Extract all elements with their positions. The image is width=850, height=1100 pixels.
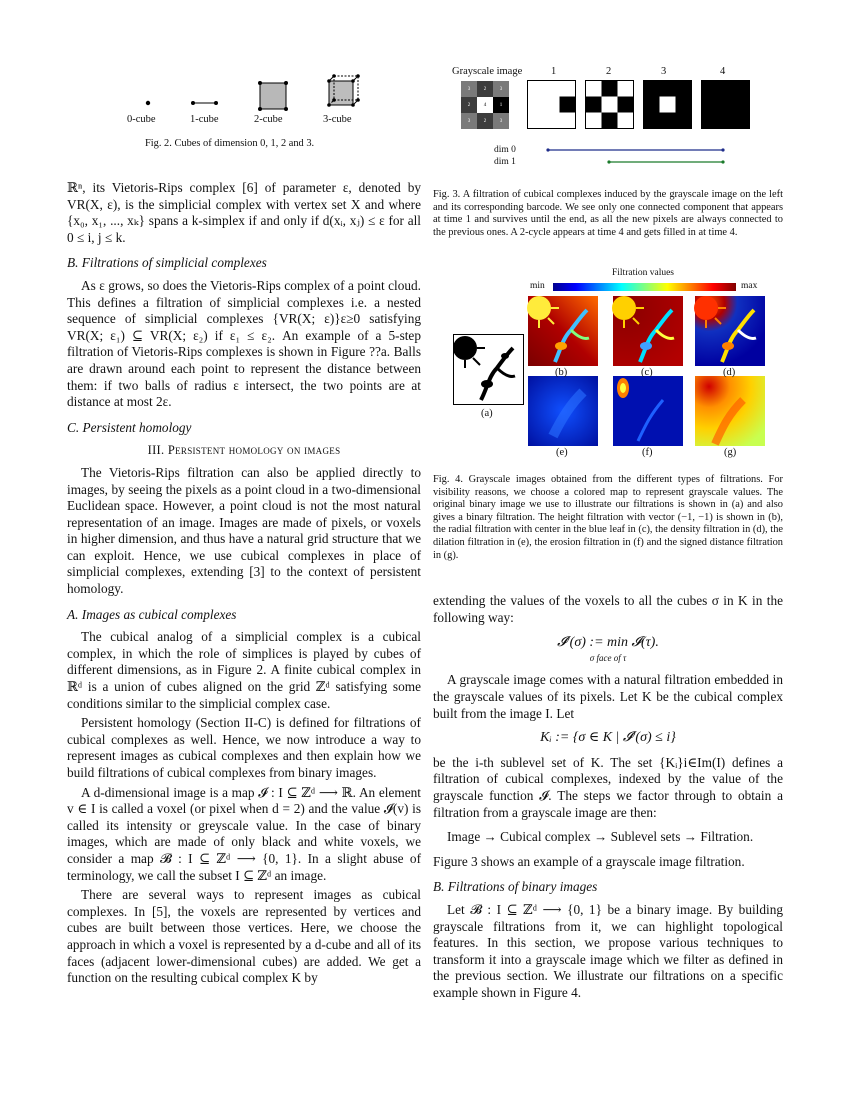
label-3-cube: 3-cube — [323, 114, 352, 125]
right-section-b-title: B. Filtrations of binary images — [433, 879, 598, 895]
right-paragraph-1: extending the values of the voxels to all the cubes σ in K in the following way: — [433, 593, 783, 625]
fig3-step-1: 1 — [551, 66, 557, 77]
grid-cell: 3 — [493, 113, 509, 129]
panel-f-erosion-filtration — [613, 376, 683, 446]
three-cube — [327, 74, 360, 107]
filtration-step-4 — [702, 81, 750, 129]
panel-g-signed-distance-filtration — [695, 376, 765, 446]
right-column — [433, 593, 783, 1001]
fig4-min-label: min — [530, 281, 545, 291]
intro-paragraph: ℝⁿ, its Vietoris-Rips complex [6] of parameter ε, denoted by VR(X, ε), is the simplicial complex with vertex set X and where {x₀, x₁, ..., xₖ} spans a k-simplex if and only if d(xᵢ, xⱼ) ≤ ε for all 0 ≤ i, j ≤ k. — [67, 180, 421, 245]
fig4-label-c: (c) — [641, 367, 653, 378]
section-a-paragraph-4: There are several ways to represent images as cubical complexes. In [5], the voxels are represented by vertices and cubes are built between those vertices. Here, we choose the approach in which a voxel is represented by a d-cube and all of its faces (adjacent lower-dimensional cubes) are added. We get a function on the resulting cubical complex K by — [67, 887, 421, 986]
section-b-title: B. Filtrations of simplicial complexes — [67, 255, 267, 271]
equation-1-subscript: σ face of τ — [589, 652, 627, 663]
zero-cube-point — [146, 101, 150, 105]
fig4-caption: Fig. 4. Grayscale images obtained from the different types of filtrations. For visibility reasons, we choose a colored map to represent grayscale values. The original binary image we use to illustrate our filtrations is shown in (a) and also gives a binary filtration. The height filtration with vector (−1, −1) is shown in (b), the radial filtration with center in the blue leaf in (c), the density filtration in (d), the dilation filtration in (e), the erosion filtration in (f) and the signed distance filtration in (g). — [433, 474, 783, 561]
fig3-caption: Fig. 3. A filtration of cubical complexes induced by the grayscale image on the left and its corresponding barcode. We see only one connected component that appears at time 1 and survives until the end, as all the new pixels are always connected to the previous ones. A 2-cycle appears at time 4 and gets filled in at time 4. — [433, 189, 783, 238]
section-a-paragraph-2: Persistent homology (Section II-C) is defined for filtrations of cubical complexes as well. Hence, we now introduce a way to represent images as cubical complexes and then explain how we build filtrations of cubical complexes from binary images. — [67, 715, 421, 780]
fig3-barcode — [545, 145, 735, 167]
section-b-text: As ε grows, so does the Vietoris-Rips complex of a point cloud. This defines a filtration of simplicial complexes i.e. a nested sequence of simplicial complexes {VR(X; ε)}ε≥0 satisfying VR(X; ε₁) ⊆ VR(X; ε₂) if ε₁ ≤ ε₂. An example of a 5-step filtration of Vietoris-Rips complexes is shown in Figure ??a. Balls are drawn around each point to represent the distance between them: if two balls of radius ε intersect, the two points are at distance at most 2ε. — [67, 277, 421, 410]
grid-cell: 2 — [477, 113, 493, 129]
right-paragraph-4: Figure 3 shows an example of a grayscale image filtration. — [433, 853, 745, 869]
fig3-step-3: 3 — [661, 66, 667, 77]
equation-1 — [433, 635, 783, 666]
right-section-b-text: Let 𝓑 : I ⊆ ℤᵈ ⟶ {0, 1} be a binary image. By building grayscale filtrations from it, we can highlight topological features. In this section, we propose various techniques to transform it into a grayscale image which we filter as defined in the previous section. We illustrate our filtrations on a specific example shown in Figure 4. — [433, 901, 783, 1000]
fig3-dim0-label: dim 0 — [494, 145, 516, 155]
fig4-colorbar-title: Filtration values — [612, 268, 675, 278]
fig3-step-4: 4 — [720, 66, 726, 77]
fig4-label-d: (d) — [723, 367, 736, 378]
fig4-colorbar — [553, 283, 736, 291]
fig3-dim1-label: dim 1 — [494, 157, 516, 167]
section-a-title: A. Images as cubical complexes — [67, 606, 237, 622]
fig4-max-label: max — [741, 281, 758, 291]
right-paragraph-2: A grayscale image comes with a natural filtration embedded in the grayscale values of its pixels. Let K be the cubical complex built from the image I. Let — [433, 672, 783, 721]
pipeline-line: Image → Cubical complex → Sublevel sets → Filtration. — [447, 829, 754, 845]
fig4-label-g: (g) — [724, 447, 737, 458]
fig4-label-b: (b) — [555, 367, 568, 378]
panel-d-density-filtration — [694, 296, 765, 366]
fig3-grayscale-grid — [461, 81, 509, 129]
panel-b-height-filtration — [527, 296, 598, 366]
label-0-cube: 0-cube — [127, 114, 156, 125]
fig4-label-a: (a) — [481, 408, 493, 419]
filtration-step-2 — [586, 81, 634, 129]
section-c-title: C. Persistent homology — [67, 419, 192, 435]
fig2-caption: Fig. 2. Cubes of dimension 0, 1, 2 and 3. — [145, 138, 315, 149]
fig3-grayscale-label: Grayscale image — [452, 66, 523, 77]
panel-e-dilation-filtration — [528, 376, 598, 446]
grid-cell: 4 — [477, 97, 493, 113]
section-3-title: III. Persistent homology on images — [147, 443, 341, 458]
label-2-cube: 2-cube — [254, 114, 283, 125]
section-a-paragraph-3: A d-dimensional image is a map 𝓘 : I ⊆ ℤᵈ ⟶ ℝ. An element v ∈ I is called a voxel (or pixel when d = 2) and the value 𝓘(v) is called its intensity or greyscale value. In the case of binary images, which are made of only black and white voxels, we consider a map 𝓑 : I ⊆ ℤᵈ ⟶ {0, 1}. In a slight abuse of terminology, we call the subset I ⊆ ℤᵈ an image. — [67, 784, 421, 883]
grid-cell: 3 — [461, 81, 477, 97]
fig3-filtration-steps — [527, 80, 752, 130]
right-paragraph-3: be the i-th sublevel set of K. The set {Kᵢ}i∈Im(I) defines a filtration of cubical complexes, indexed by the value of the grayscale function 𝓘. The steps we factor through to obtain a filtration from a grayscale image are then: — [433, 754, 783, 820]
left-column — [67, 180, 421, 987]
two-cube-square — [260, 83, 286, 109]
panel-a-binary-image — [453, 335, 524, 405]
label-1-cube: 1-cube — [190, 114, 219, 125]
fig3-step-2: 2 — [606, 66, 612, 77]
fig4-label-e: (e) — [556, 447, 568, 458]
grid-cell: 2 — [461, 97, 477, 113]
equation-1-main: 𝓘′(σ) := min 𝓘(τ). — [557, 635, 659, 651]
filtration-step-3 — [644, 81, 692, 129]
grid-cell: 1 — [493, 97, 509, 113]
grid-cell: 3 — [493, 81, 509, 97]
grid-cell: 2 — [477, 81, 493, 97]
section-3-text: The Vietoris-Rips filtration can also be applied directly to images, by seeing the pixels as a point cloud in a two-dimensional Euclidean space. However, a point cloud is not the most natural representation of an image. Images are made of pixels, or voxels in higher dimension, and thus have a natural grid structure that we can exploit. Hence, we use cubical complexes in place of simplicial complexes, extending [3] to the context of persistent homology. — [67, 464, 421, 597]
equation-2: Kᵢ := {σ ∈ K | 𝓘′(σ) ≤ i} — [540, 730, 676, 746]
filtration-step-1 — [528, 81, 576, 129]
section-a-paragraph-1: The cubical analog of a simplicial complex is a cubical complex, in which the role of simplices is played by cubes of different dimensions, as in Figure 2. A finite cubical complex in ℝᵈ is a union of cubes aligned on the grid ℤᵈ satisfying some conditions similar to the simplicial complex case. — [67, 629, 421, 711]
panel-c-radial-filtration — [612, 296, 683, 366]
grid-cell: 3 — [461, 113, 477, 129]
fig4-label-f: (f) — [642, 447, 653, 458]
